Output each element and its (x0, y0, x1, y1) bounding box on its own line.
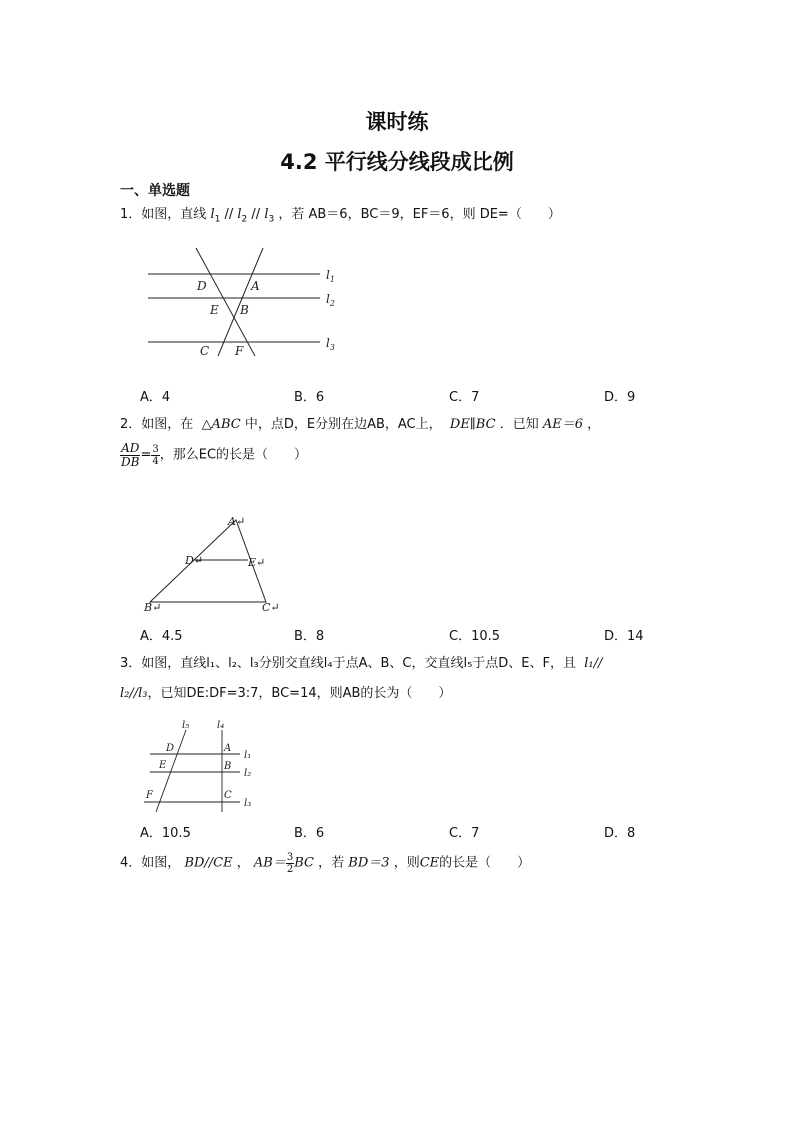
section-heading: 一、单选题 (120, 183, 190, 199)
label-C: C (224, 790, 232, 801)
label-A: A↵ (228, 515, 246, 528)
label-l4: l₄ (217, 720, 225, 731)
figure-3 (140, 716, 270, 816)
question-3-line-1: 3．如图，直线l₁、l₂、l₃分别交直线l₄于点A、B、C，交直线l₅于点D、E、F，且 l₁// (120, 656, 603, 671)
label-l3: $l_3$ (326, 336, 335, 352)
label-l1: $l_1$ (326, 268, 335, 284)
q3-option-d: D．8 (604, 826, 636, 841)
label-C: C (200, 344, 210, 358)
label-D: D↵ (185, 554, 204, 567)
page-title: 课时练 (365, 110, 429, 134)
label-l2: l₂ (244, 768, 252, 779)
q3-option-a: A．10.5 (140, 826, 191, 841)
q2-option-c: C．10.5 (449, 629, 501, 644)
q2-option-d: D．14 (604, 629, 644, 644)
label-E: E (159, 760, 167, 771)
label-D: D (166, 743, 175, 754)
question-2-line-1: 2．如图，在 △ABC 中，点D，E分别在边AB，AC上， DE∥BC ．已知 AE＝6 ， (120, 417, 601, 432)
label-E: E (210, 303, 219, 317)
question-1-text: 1．如图，直线 $l_1 // l_2 // l_3$ ，若 AB＝6，BC＝9，EF＝6，则 DE=（ ） (120, 207, 561, 225)
label-E: E↵ (248, 556, 266, 569)
q1-option-d: D．9 (604, 390, 636, 405)
q1-option-c: C．7 (449, 390, 480, 405)
label-l5: l₅ (182, 720, 190, 731)
label-F: F (235, 344, 244, 358)
q3-option-b: B．6 (294, 826, 325, 841)
question-4-text: 4．如图， BD//CE ， AB＝ $\frac{3}{2}$ BC ，若 BD＝3 ，则CE的长是（ ） (120, 852, 531, 875)
question-2-line-2: $\frac{AD}{DB}$ = $\frac{3}{4}$ ，那么EC的长是（ ） (121, 441, 308, 469)
label-B: B↵ (144, 601, 162, 614)
label-D: D (197, 279, 207, 293)
label-l1: l₁ (244, 750, 252, 761)
label-A: A (224, 743, 232, 754)
question-3-line-2: l₂//l₃，已知DE:DF=3:7，BC=14，则AB的长为（ ） (120, 686, 452, 701)
label-C: C↵ (262, 601, 280, 614)
label-F: F (146, 790, 153, 801)
label-B: B (240, 303, 249, 317)
q2-option-b: B．8 (294, 629, 325, 644)
transversal-2 (218, 248, 263, 356)
label-A: A (251, 279, 260, 293)
label-l3: l₃ (244, 798, 252, 809)
q1-option-a: A．4 (140, 390, 171, 405)
figure-1 (140, 244, 350, 364)
page-subtitle: 4.2 平行线分线段成比例 (280, 150, 514, 174)
transversal-1 (196, 248, 255, 356)
q2-option-a: A．4.5 (140, 629, 183, 644)
q3-option-c: C．7 (449, 826, 480, 841)
figure-2 (140, 510, 290, 616)
label-B: B (224, 761, 232, 772)
q1-option-b: B．6 (294, 390, 325, 405)
label-l2: $l_2$ (326, 292, 335, 308)
